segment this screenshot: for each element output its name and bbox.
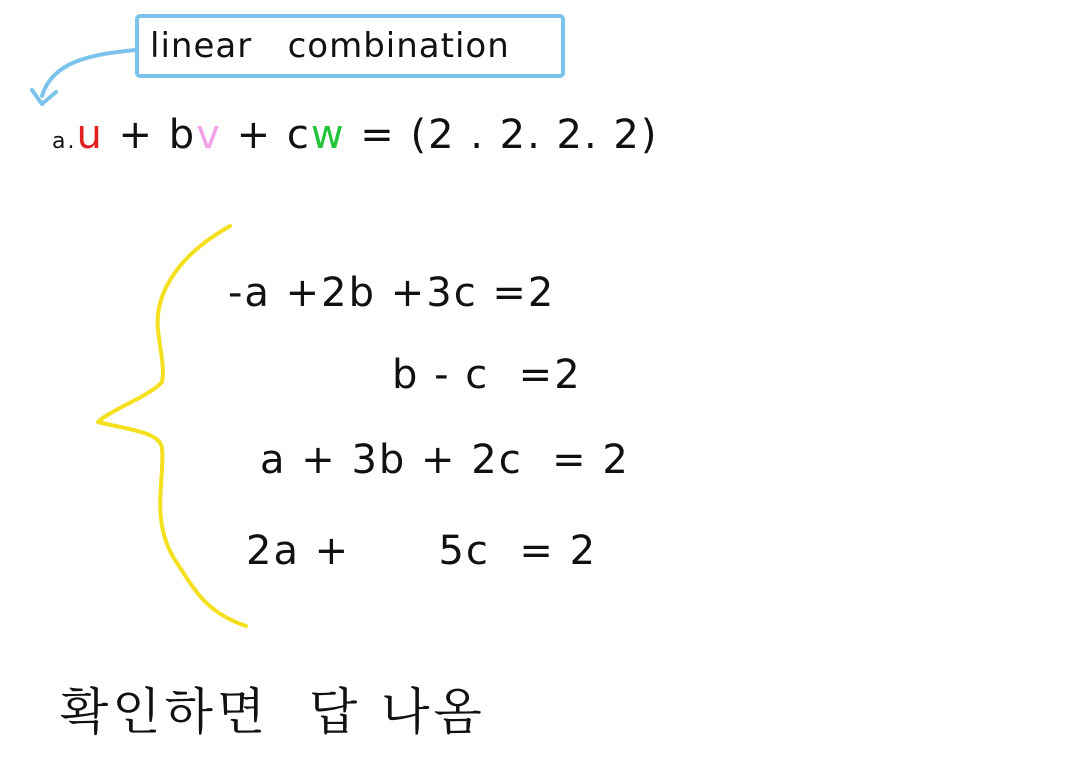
linear-combination-equation: [52, 112, 659, 158]
title-text: linear combination: [150, 26, 510, 66]
curly-brace-icon: [98, 226, 246, 626]
vector-u: u: [76, 112, 104, 158]
coef-c: c: [286, 112, 311, 158]
vector-w: w: [310, 112, 346, 158]
vector-v: v: [196, 112, 222, 158]
equation-4: 2a + 5c = 2: [246, 528, 598, 574]
coef-a: a.: [52, 129, 77, 154]
plus-sign: +: [103, 112, 169, 158]
equation-1: -a +2b +3c =2: [228, 270, 556, 316]
coef-b: b: [168, 112, 197, 158]
right-hand-side: = (2 . 2. 2. 2): [345, 112, 659, 158]
equation-2: b - c =2: [392, 352, 582, 398]
equation-3: a + 3b + 2c = 2: [260, 437, 630, 483]
plus-sign: +: [221, 112, 287, 158]
korean-note: 확인하면 답 나옴: [60, 683, 486, 741]
arrow-curve-icon: [42, 50, 136, 96]
